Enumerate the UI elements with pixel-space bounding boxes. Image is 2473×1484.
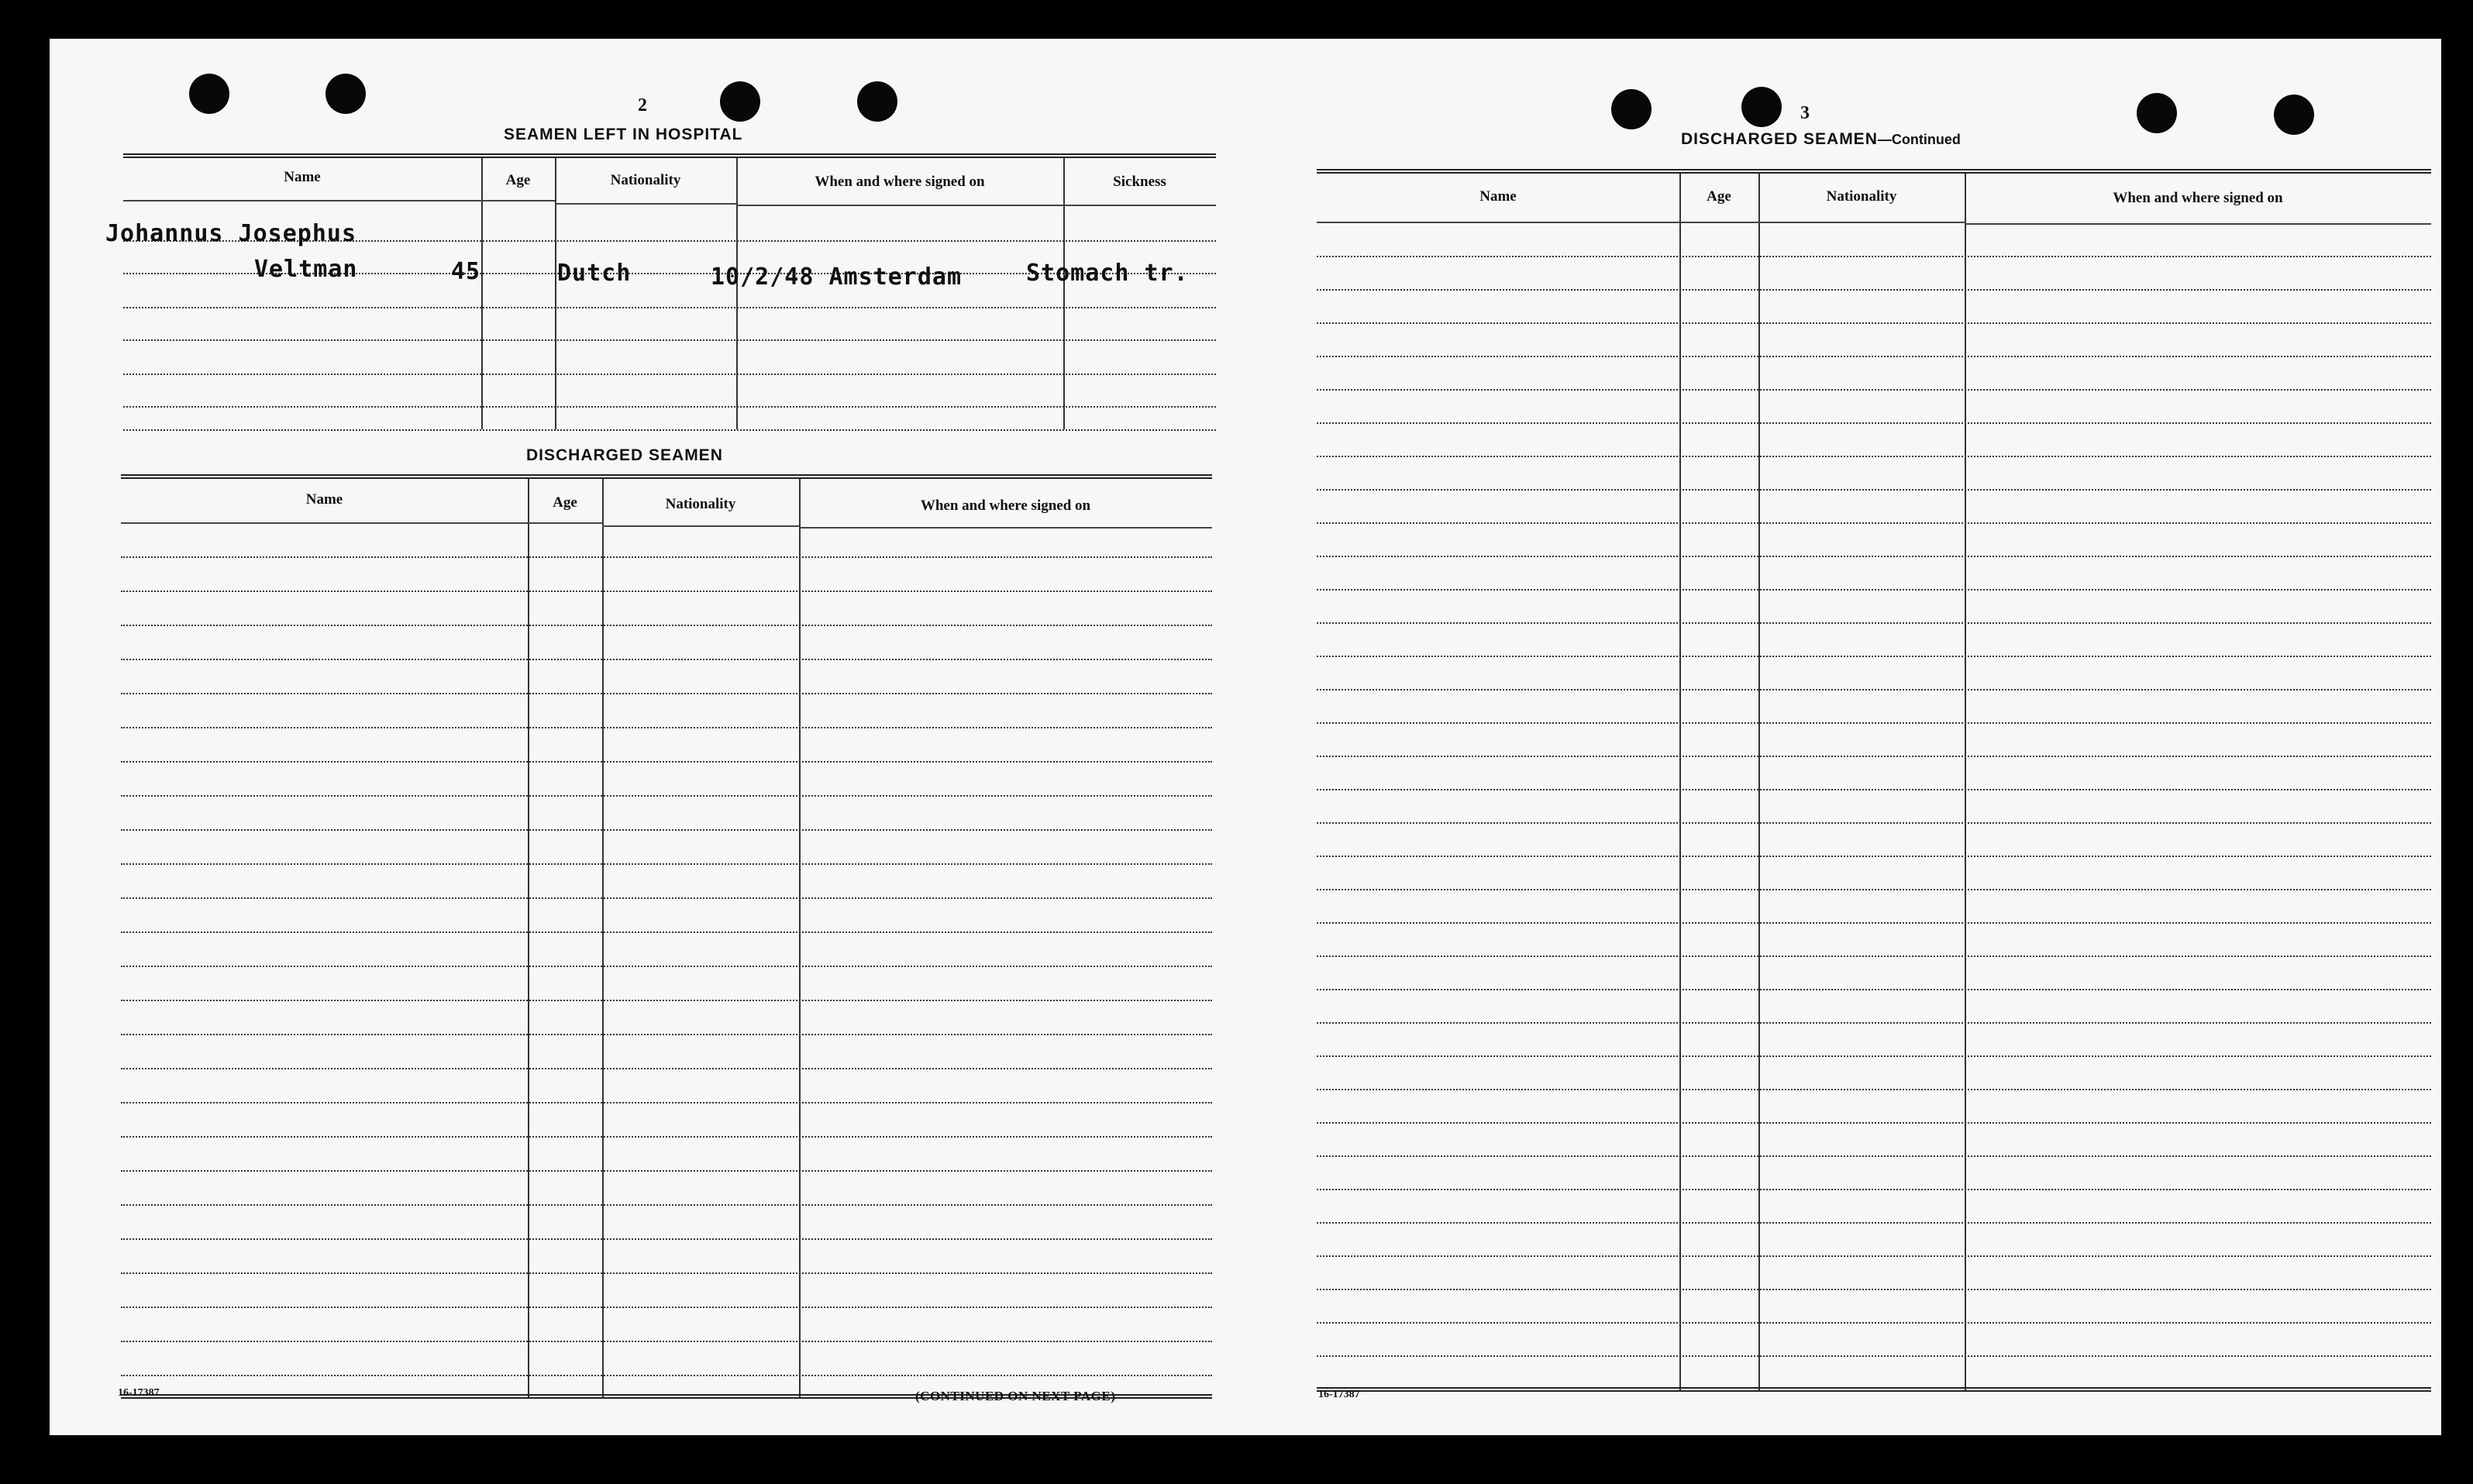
punch-hole (325, 74, 366, 114)
column-header-nationality: Nationality (1826, 188, 1897, 205)
column-header-age: Age (505, 172, 531, 188)
punch-hole (857, 81, 897, 122)
seaman-age: 45 (451, 258, 481, 285)
column-header-signed-on: When and where signed on (2113, 190, 2283, 206)
column-header-signed-on: When and where signed on (920, 498, 1091, 514)
title-suffix: —Continued (1877, 132, 1961, 147)
punch-hole (1741, 87, 1782, 127)
page-number: 3 (1800, 103, 1810, 123)
seaman-signed-on: 10/2/48 Amsterdam (711, 263, 963, 291)
form-number: 16-17387 (1318, 1389, 1360, 1400)
hospital-section-title: SEAMEN LEFT IN HOSPITAL (504, 126, 743, 143)
column-header-nationality: Nationality (610, 172, 681, 188)
continued-note: (CONTINUED ON NEXT PAGE) (915, 1389, 1116, 1403)
discharged-section-title: DISCHARGED SEAMEN (526, 446, 723, 464)
discharged-table (121, 474, 1212, 1424)
form-number: 16-17387 (118, 1387, 160, 1399)
column-header-age: Age (1707, 188, 1731, 205)
punch-hole (189, 74, 229, 114)
hospital-table (123, 153, 1216, 471)
left-page (50, 39, 1255, 1435)
seaman-nationality: Dutch (557, 260, 632, 287)
seaman-name-line2: Veltman (254, 256, 358, 283)
punch-hole (2137, 93, 2177, 133)
seaman-name-line1: Johannus Josephus (105, 220, 357, 247)
page-number: 2 (638, 95, 647, 115)
seaman-sickness: Stomach tr. (1026, 260, 1189, 287)
discharged-continued-title (1681, 130, 1961, 149)
title-main: DISCHARGED SEAMEN (1681, 130, 1878, 148)
discharged-continued-table (1317, 169, 2431, 1424)
punch-hole (1611, 89, 1652, 129)
punch-hole (2274, 95, 2314, 135)
column-header-signed-on: When and where signed on (815, 174, 985, 190)
column-header-name: Name (284, 169, 321, 185)
column-header-sickness: Sickness (1113, 174, 1166, 190)
right-page (1255, 39, 2441, 1435)
column-header-name: Name (1479, 188, 1517, 205)
column-header-age: Age (553, 494, 577, 511)
punch-hole (720, 81, 760, 122)
column-header-name: Name (305, 491, 343, 508)
document-sheet (50, 39, 2441, 1435)
column-header-nationality: Nationality (665, 496, 736, 512)
